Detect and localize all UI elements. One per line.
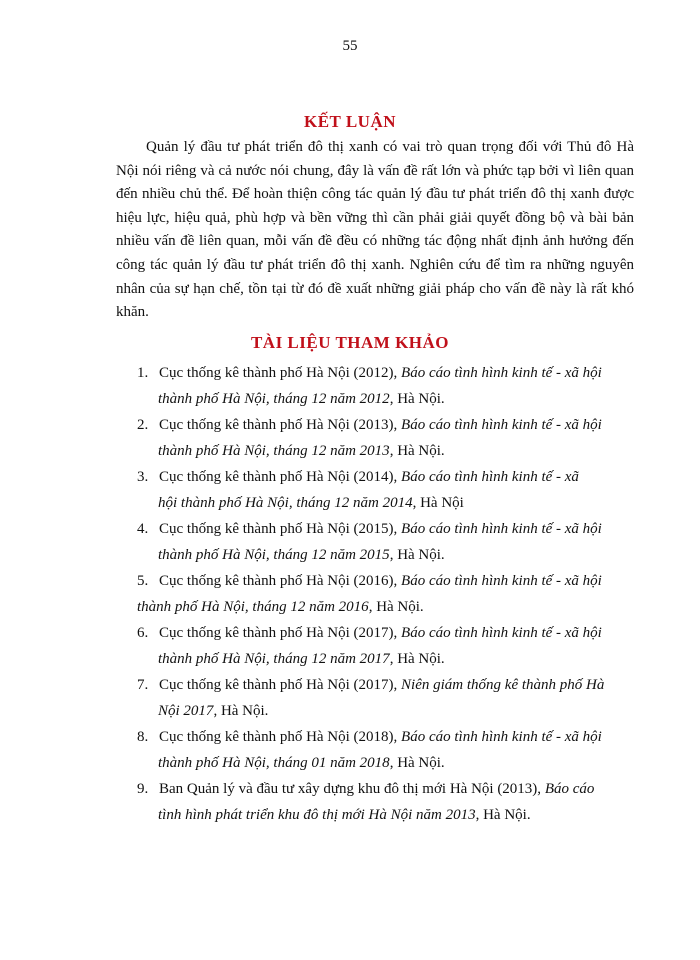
reference-author: Cục thống kê thành phố Hà Nội (2013), bbox=[159, 417, 402, 433]
reference-place: , Hà Nội. bbox=[475, 807, 531, 823]
reference-title: Báo cáo bbox=[544, 781, 595, 797]
reference-item-5 bbox=[0, 568, 700, 620]
reference-title-continued: thành phố Hà Nội, tháng 01 năm 2018 bbox=[158, 755, 390, 771]
reference-title-continued: thành phố Hà Nội, tháng 12 năm 2016 bbox=[137, 599, 369, 615]
reference-place: , Hà Nội. bbox=[368, 599, 424, 615]
reference-title-continued: thành phố Hà Nội, tháng 12 năm 2015 bbox=[158, 547, 390, 563]
reference-item-9 bbox=[0, 776, 700, 828]
reference-title-continued: thành phố Hà Nội, tháng 12 năm 2012 bbox=[158, 391, 390, 407]
reference-title-continued: hội thành phố Hà Nội, tháng 12 năm 2014 bbox=[158, 495, 413, 511]
reference-title: Báo cáo tình hình kinh tế - xã bbox=[401, 469, 579, 485]
reference-item-1 bbox=[0, 360, 700, 412]
reference-item-6 bbox=[0, 620, 700, 672]
reference-place: , Hà Nội. bbox=[389, 391, 445, 407]
reference-place: , Hà Nội. bbox=[389, 755, 445, 771]
reference-author: Cục thống kê thành phố Hà Nội (2017), bbox=[159, 625, 402, 641]
reference-item-3 bbox=[0, 464, 700, 516]
reference-title-continued: Nội 2017 bbox=[158, 703, 214, 719]
reference-title: Báo cáo tình hình kinh tế - xã hội bbox=[401, 521, 602, 537]
reference-title-continued: tình hình phát triển khu đô thị mới Hà Nội năm 2013 bbox=[158, 807, 476, 823]
reference-item-7 bbox=[0, 672, 700, 724]
reference-item-2 bbox=[0, 412, 700, 464]
conclusion-heading: KẾT LUẬN bbox=[303, 112, 396, 131]
reference-number: 2. bbox=[137, 417, 149, 433]
reference-number: 8. bbox=[137, 729, 149, 745]
reference-number: 4. bbox=[137, 521, 149, 537]
reference-item-8 bbox=[0, 724, 700, 776]
reference-place: , Hà Nội bbox=[412, 495, 464, 511]
reference-title-continued: thành phố Hà Nội, tháng 12 năm 2013 bbox=[158, 443, 390, 459]
reference-number: 7. bbox=[137, 677, 149, 693]
reference-title-continued: thành phố Hà Nội, tháng 12 năm 2017 bbox=[158, 651, 390, 667]
reference-number: 1. bbox=[137, 365, 149, 381]
reference-author: Ban Quản lý và đầu tư xây dựng khu đô thị mới Hà Nội (2013), bbox=[159, 781, 545, 797]
reference-author: Cục thống kê thành phố Hà Nội (2014), bbox=[159, 469, 402, 485]
page-number: 55 bbox=[342, 38, 358, 54]
reference-author: Cục thống kê thành phố Hà Nội (2015), bbox=[159, 521, 402, 537]
reference-title: Báo cáo tình hình kinh tế - xã hội bbox=[401, 573, 602, 589]
reference-number: 6. bbox=[137, 625, 149, 641]
reference-author: Cục thống kê thành phố Hà Nội (2012), bbox=[159, 365, 402, 381]
references-heading: TÀI LIỆU THAM KHẢO bbox=[250, 333, 450, 352]
reference-author: Cục thống kê thành phố Hà Nội (2017), bbox=[159, 677, 402, 693]
reference-place: , Hà Nội. bbox=[213, 703, 269, 719]
references-list bbox=[0, 360, 700, 828]
reference-number: 9. bbox=[137, 781, 149, 797]
reference-number: 5. bbox=[137, 573, 149, 589]
reference-title: Niên giám thống kê thành phố Hà bbox=[401, 677, 605, 693]
reference-place: , Hà Nội. bbox=[389, 443, 445, 459]
reference-number: 3. bbox=[137, 469, 149, 485]
reference-title: Báo cáo tình hình kinh tế - xã hội bbox=[401, 625, 602, 641]
reference-title: Báo cáo tình hình kinh tế - xã hội bbox=[401, 365, 602, 381]
reference-place: , Hà Nội. bbox=[389, 547, 445, 563]
reference-place: , Hà Nội. bbox=[389, 651, 445, 667]
reference-title: Báo cáo tình hình kinh tế - xã hội bbox=[401, 417, 602, 433]
reference-title: Báo cáo tình hình kinh tế - xã hội bbox=[401, 729, 602, 745]
reference-author: Cục thống kê thành phố Hà Nội (2016), bbox=[159, 573, 402, 589]
conclusion-paragraph: Quản lý đầu tư phát triển đô thị xanh có vai trò quan trọng đối với Thủ đô Hà Nội nói riêng và cả nước nói chung, đây là vấn đề rất lớn và phức tạp bởi vì liên quan đến nhiều chủ thể. Để hoàn thiện công tác quản lý đầu tư phát triển đô thị xanh được hiệu lực, hiệu quả, phù hợp và bền vững thì cần phải giải quyết đồng bộ và bài bản nhiều vấn đề liên quan, mỗi vấn đề đều có những tác động nhất định ảnh hưởng đến công tác quản lý đầu tư phát triển đô thị xanh. Nghiên cứu để tìm ra những nguyên nhân của sự hạn chế, tồn tại từ đó đề xuất những giải pháp cho vấn đề này là rất khó khăn. bbox=[116, 139, 634, 321]
reference-author: Cục thống kê thành phố Hà Nội (2018), bbox=[159, 729, 402, 745]
reference-item-4 bbox=[0, 516, 700, 568]
